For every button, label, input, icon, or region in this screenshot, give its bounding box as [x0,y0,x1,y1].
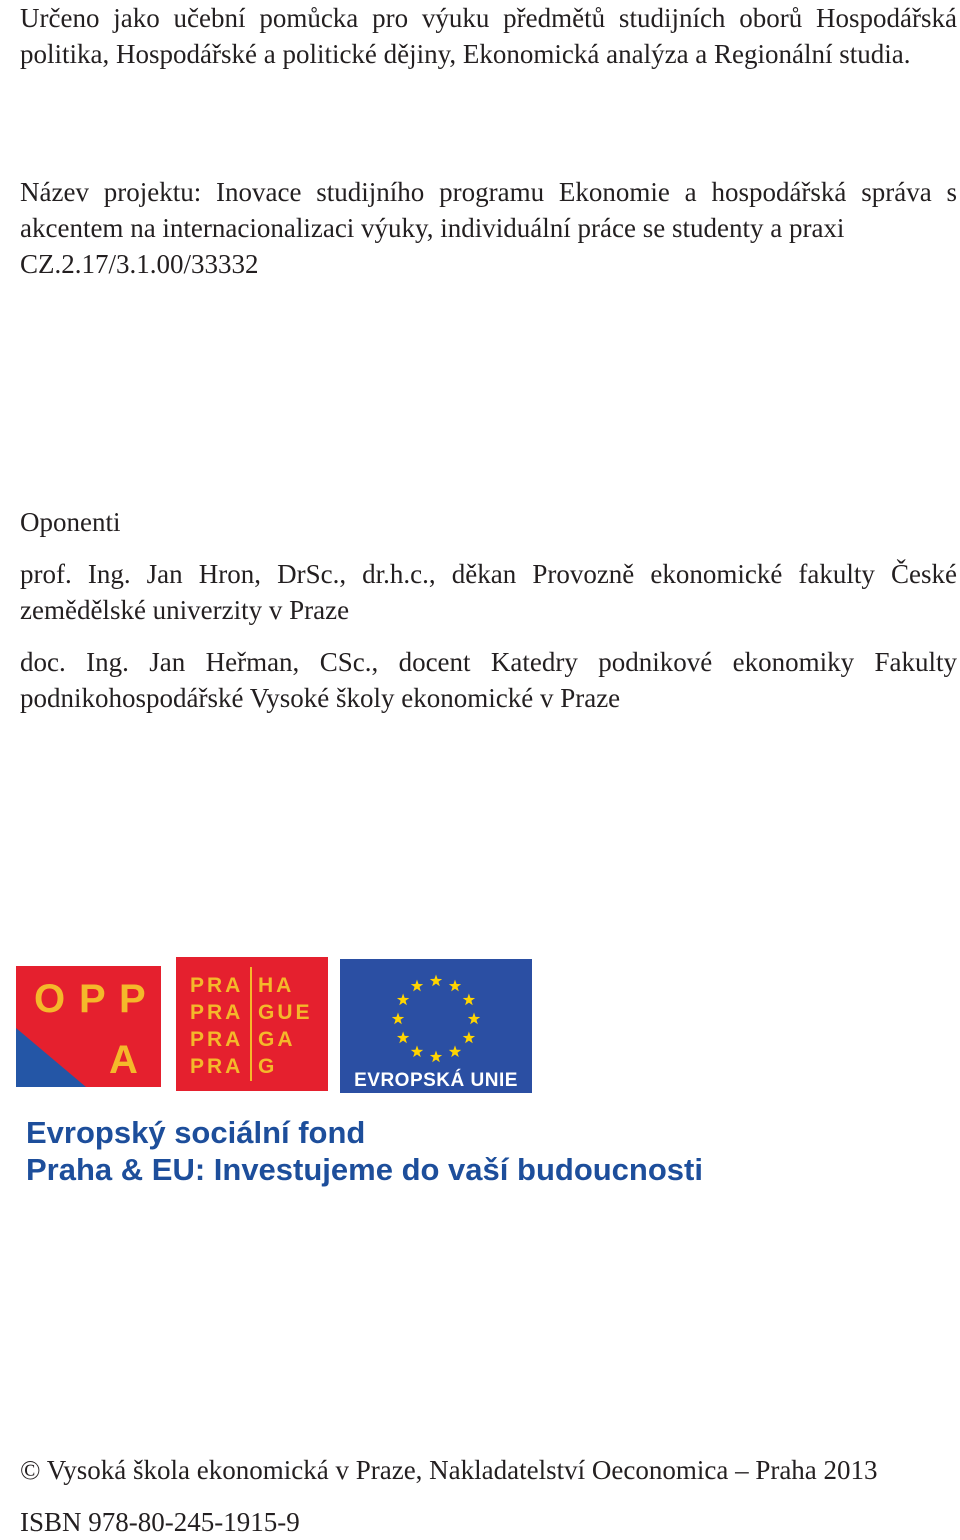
praha-row3-right: GA [258,1028,296,1051]
eu-caption: EVROPSKÁ UNIE [354,1070,518,1091]
oppa-letter-p1: P [79,977,106,1021]
praha-row2-left: PRA [190,1001,244,1024]
funding-line-1: Evropský sociální fond [26,1115,366,1150]
funding-line-2: Praha & EU: Investujeme do vaší budoucnosti [26,1152,703,1187]
praha-row4-left: PRA [190,1055,244,1078]
opponent-1: prof. Ing. Jan Hron, DrSc., dr.h.c., děkan Provozně ekonomické fakulty České zemědělské univerzity v Praze [20,559,957,625]
logo-strip [6,953,536,1098]
project-code: CZ.2.17/3.1.00/33332 [20,249,259,279]
praha-row4-right: G [258,1055,278,1078]
project-name: Název projektu: Inovace studijního programu Ekonomie a hospodářská správa s akcentem na internacionalizaci výuky, individuální práce se studenty a praxi [20,177,957,243]
oppa-letter-p2: P [119,977,146,1021]
copyright-line: © Vysoká škola ekonomická v Praze, Nakladatelství Oeconomica – Praha 2013 [20,1455,878,1485]
project-info [20,174,957,282]
opponent-2: doc. Ing. Jan Heřman, CSc., docent Katedry podnikové ekonomiky Fakulty podnikohospodářské Vysoké školy ekonomické v Praze [20,647,957,713]
praha-row1-left: PRA [190,974,244,997]
isbn-line: ISBN 978-80-245-1915-9 [20,1507,300,1537]
oppa-letter-o: O [34,977,66,1021]
praha-row1-right: HA [258,974,295,997]
intro-paragraph: Určeno jako učební pomůcka pro výuku předmětů studijních oborů Hospodářská politika, Hospodářské a politické dějiny, Ekonomická analýza a Regionální studia. [20,3,957,69]
praha-row2-right: GUE [258,1001,313,1024]
eu-logo [340,959,532,1093]
oppa-letter-a: A [109,1038,138,1082]
praha-row3-left: PRA [190,1028,244,1051]
oppa-logo [6,953,164,1093]
praha-logo [176,957,328,1091]
opponents-heading: Oponenti [20,507,121,537]
